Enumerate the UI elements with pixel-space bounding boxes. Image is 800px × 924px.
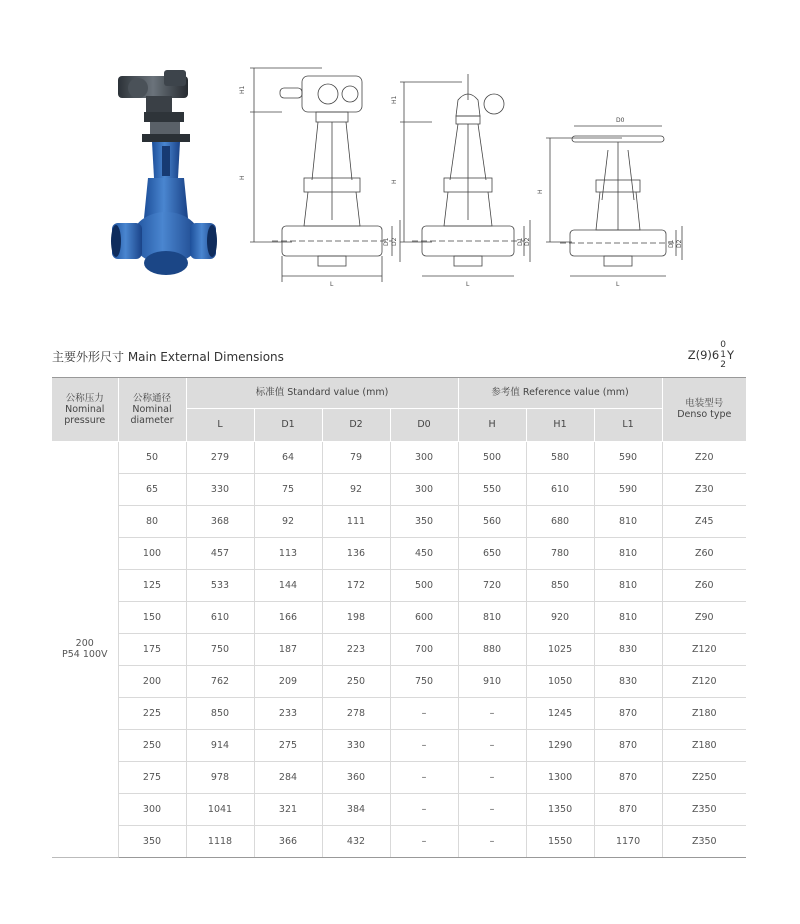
label-l-c: L [616,281,620,288]
label-h1-a: H1 [239,85,246,94]
table-cell: 113 [254,537,322,569]
label-d2-a: D2 [391,237,398,246]
label-h1-b: H1 [391,95,398,104]
table-cell: Z90 [662,601,746,633]
header-nominal-diameter-en1: Nominal [132,403,172,415]
table-cell: 600 [390,601,458,633]
drawing-handwheel [546,126,682,276]
header-nominal-diameter [118,378,186,441]
table-cell: 225 [118,697,186,729]
header-nominal-pressure [52,378,118,441]
table-cell: 850 [186,697,254,729]
table-cell: 910 [458,665,526,697]
table-cell: 284 [254,761,322,793]
table-cell: Z120 [662,633,746,665]
table-cell: 279 [186,441,254,473]
drawing-side-with-actuator [400,74,530,276]
table-row [52,601,746,633]
table-cell: 1300 [526,761,594,793]
table-cell: 100 [118,537,186,569]
header-nominal-diameter-cn: 公称通径 [132,392,171,404]
table-cell: 920 [526,601,594,633]
table-cell: 830 [594,665,662,697]
table-row [52,473,746,505]
table-cell: 610 [186,601,254,633]
nominal-pressure-line: 200 [75,638,94,649]
table-row [52,825,746,857]
table-cell: Z350 [662,793,746,825]
table-cell: 810 [594,601,662,633]
valve-photo [108,68,218,283]
table-cell: 384 [322,793,390,825]
nominal-pressure-cell [52,441,118,857]
table-cell: Z60 [662,537,746,569]
table-cell: 457 [186,537,254,569]
table-cell: 1041 [186,793,254,825]
table-cell: 750 [186,633,254,665]
table-cell: Z60 [662,569,746,601]
table-cell: Z45 [662,505,746,537]
table-cell: 1245 [526,697,594,729]
table-cell: 111 [322,505,390,537]
table-cell: 80 [118,505,186,537]
table-row [52,697,746,729]
table-cell: 1050 [526,665,594,697]
table-cell: – [390,697,458,729]
table-cell: 321 [254,793,322,825]
table-cell: 198 [322,601,390,633]
table-cell: Z180 [662,729,746,761]
table-cell: 550 [458,473,526,505]
label-d2-c: D2 [676,239,683,248]
model-code [688,340,734,370]
header-denso-type-en: Denso type [677,409,732,421]
table-cell: 590 [594,473,662,505]
table-cell: 223 [322,633,390,665]
table-cell: Z350 [662,825,746,857]
table-cell: Z20 [662,441,746,473]
label-d0: D0 [616,117,625,124]
table-cell: 50 [118,441,186,473]
model-code-mid: 1 [720,350,726,360]
label-d1-c: D1 [668,239,675,248]
table-cell: 250 [322,665,390,697]
table-cell: 500 [390,569,458,601]
table-row [52,665,746,697]
table-cell: 650 [458,537,526,569]
nominal-pressure-line: P54 100V [62,649,108,660]
dimensions-table [52,378,746,858]
table-cell: 350 [118,825,186,857]
header-col-h: H [458,408,526,441]
table-row [52,569,746,601]
table-cell: 680 [526,505,594,537]
table-cell: 209 [254,665,322,697]
table-cell: – [390,761,458,793]
table-cell: 700 [390,633,458,665]
header-col-d0: D0 [390,408,458,441]
table-cell: – [458,825,526,857]
table-cell: 136 [322,537,390,569]
table-row [52,633,746,665]
header-col-l: L [186,408,254,441]
table-cell: 300 [118,793,186,825]
table-cell: Z180 [662,697,746,729]
label-l-a: L [330,281,334,288]
table-cell: 830 [594,633,662,665]
label-h-a: H [239,175,246,180]
label-l-b: L [466,281,470,288]
table-cell: Z120 [662,665,746,697]
section-title: 主要外形尺寸 Main External Dimensions [52,350,284,364]
table-cell: 762 [186,665,254,697]
table-cell: 275 [118,761,186,793]
table-cell: 75 [254,473,322,505]
table-cell: Z250 [662,761,746,793]
dimension-drawings [232,60,692,300]
table-cell: 750 [390,665,458,697]
header-standard-value: 标准值 Standard value (mm) [186,378,458,408]
table-cell: 350 [390,505,458,537]
table-row [52,505,746,537]
table-cell: – [458,793,526,825]
table-cell: 1350 [526,793,594,825]
label-d2-b: D2 [524,237,531,246]
model-code-suffix: Y [726,348,734,362]
table-cell: 720 [458,569,526,601]
header-col-l1: L1 [594,408,662,441]
header-denso-type-cn: 电装型号 [685,398,724,410]
table-cell: 187 [254,633,322,665]
table-cell: 580 [526,441,594,473]
table-cell: 432 [322,825,390,857]
model-code-bottom: 2 [720,360,726,370]
table-cell: – [458,761,526,793]
table-cell: 92 [254,505,322,537]
table-cell: – [458,729,526,761]
header-nominal-diameter-en2: diameter [130,414,174,426]
table-cell: 978 [186,761,254,793]
table-cell: 233 [254,697,322,729]
table-cell: 870 [594,729,662,761]
table-body [52,441,746,857]
table-cell: 780 [526,537,594,569]
table-cell: 1170 [594,825,662,857]
table-cell: – [390,825,458,857]
table-cell: 450 [390,537,458,569]
label-h-b: H [391,179,398,184]
table-row [52,729,746,761]
table-cell: 330 [322,729,390,761]
table-cell: 275 [254,729,322,761]
table-cell: 1118 [186,825,254,857]
table-cell: 64 [254,441,322,473]
table-cell: 560 [458,505,526,537]
table-cell: 590 [594,441,662,473]
table-cell: 79 [322,441,390,473]
table-cell: 368 [186,505,254,537]
table-cell: 870 [594,761,662,793]
table-cell: 1290 [526,729,594,761]
table-cell: 533 [186,569,254,601]
table-cell: Z30 [662,473,746,505]
table-row [52,537,746,569]
header-nominal-pressure-cn: 公称压力 [65,392,104,404]
table-cell: 880 [458,633,526,665]
header-col-d1: D1 [254,408,322,441]
header-denso-type [662,378,746,441]
table-row [52,793,746,825]
table-cell: 92 [322,473,390,505]
drawing-front-with-actuator [250,68,400,282]
table-cell: 810 [458,601,526,633]
table-cell: 144 [254,569,322,601]
table-cell: 172 [322,569,390,601]
table-cell: 610 [526,473,594,505]
table-cell: 250 [118,729,186,761]
table-row [52,761,746,793]
table-cell: 810 [594,505,662,537]
model-code-stack [720,340,726,370]
header-reference-value: 参考值 Reference value (mm) [458,378,662,408]
table-cell: 810 [594,569,662,601]
table-row [52,441,746,473]
model-code-prefix: Z(9)6 [687,348,720,362]
table-cell: 366 [254,825,322,857]
header-nominal-pressure-en1: Nominal [65,403,105,415]
label-d1-b: D1 [517,237,524,246]
table-cell: 500 [458,441,526,473]
header-col-d2: D2 [322,408,390,441]
table-cell: 166 [254,601,322,633]
table-cell: 200 [118,665,186,697]
table-cell: 125 [118,569,186,601]
table-cell: 850 [526,569,594,601]
model-code-top: 0 [720,340,726,350]
table-cell: 914 [186,729,254,761]
table-cell: 870 [594,793,662,825]
table-cell: 360 [322,761,390,793]
table-cell: – [390,729,458,761]
table-cell: 175 [118,633,186,665]
table-cell: 1550 [526,825,594,857]
table-cell: 300 [390,441,458,473]
table-cell: – [458,697,526,729]
header-nominal-pressure-en2: pressure [64,414,106,426]
table-cell: 150 [118,601,186,633]
table-cell: 65 [118,473,186,505]
table-cell: 278 [322,697,390,729]
table-cell: 810 [594,537,662,569]
label-h-c: H [537,189,544,194]
label-d1-a: D1 [383,237,390,246]
table-cell: 870 [594,697,662,729]
header-col-h1: H1 [526,408,594,441]
table-cell: 300 [390,473,458,505]
table-cell: 1025 [526,633,594,665]
table-cell: – [390,793,458,825]
table-cell: 330 [186,473,254,505]
